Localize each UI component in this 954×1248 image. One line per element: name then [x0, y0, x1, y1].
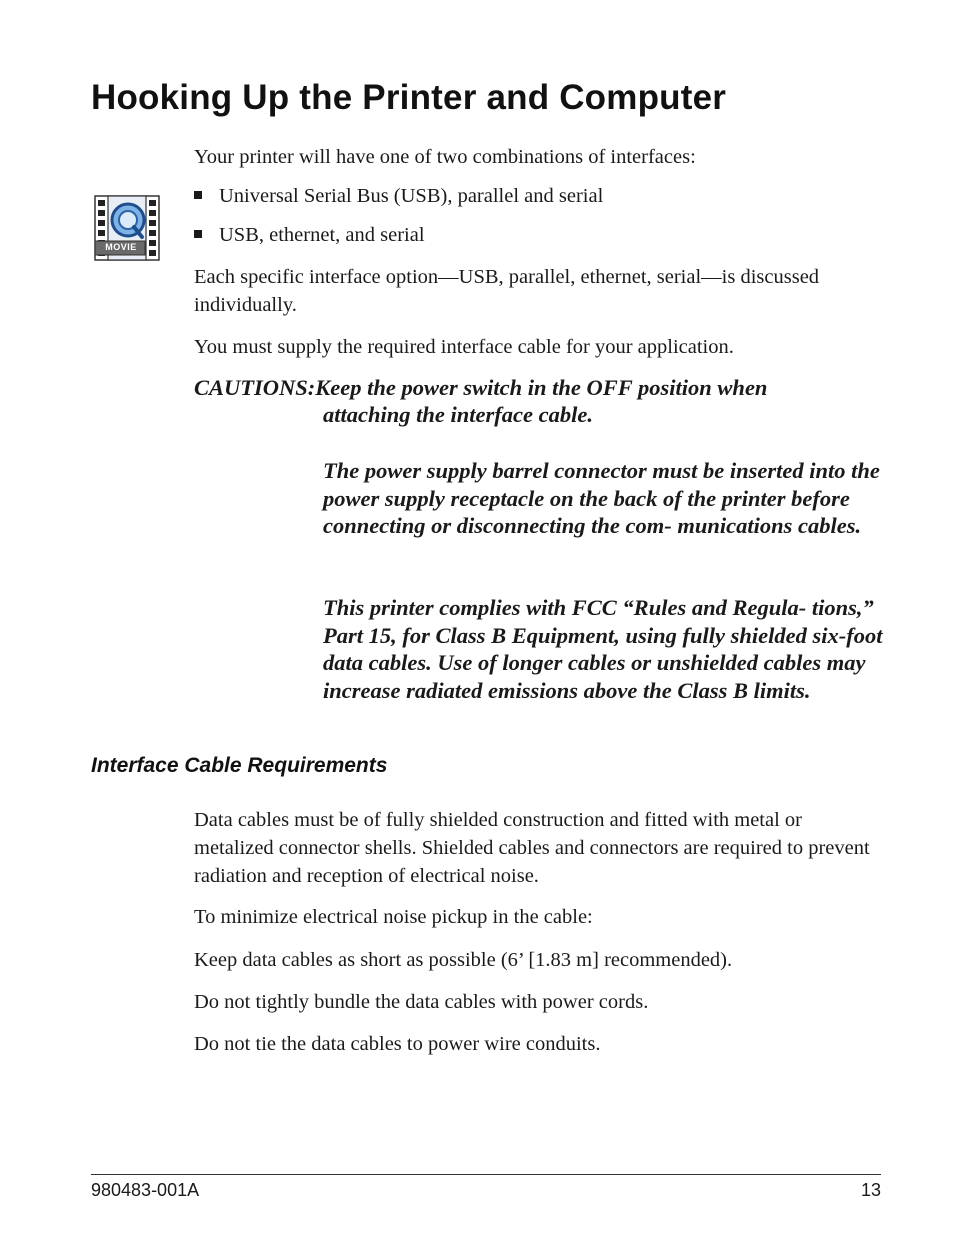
caution-barrel-connector: The power supply barrel connector must be inserted into the power supply receptacle on the back of the printer before connecting or disconnecting the com- munications cables. — [323, 458, 880, 538]
document-number: 980483-001A — [91, 1180, 200, 1200]
intro-text: Your printer will have one of two combinations of interfaces: — [194, 146, 696, 168]
caution-line-1: CAUTIONS:Keep the power switch in the OFF position when — [194, 375, 768, 400]
page-title: Hooking Up the Printer and Computer — [91, 78, 727, 117]
bullet-square-icon — [194, 191, 202, 199]
cautions-label: CAUTIONS: — [194, 375, 316, 400]
tip-item: Do not tightly bundle the data cables with power cords. — [194, 991, 649, 1013]
caution-fcc-compliance: This printer complies with FCC “Rules and Regula- tions,” Part 15, for Class B Equipment, using fully shielded six-foot data cables. Use of longer cables or unshielded cables may increase radiated emissions above the Class B limits. — [323, 595, 883, 703]
list-item: Universal Serial Bus (USB), parallel and serial — [194, 182, 603, 210]
list-item: USB, ethernet, and serial — [194, 221, 425, 249]
tip-item: Do not tie the data cables to power wire conduits. — [194, 1033, 601, 1055]
movie-label: MOVIE — [105, 242, 137, 252]
caution-line-2: attaching the interface cable. — [323, 402, 593, 427]
movie-film-icon[interactable] — [94, 193, 162, 263]
tip-item: Keep data cables as short as possible (6’ [1.83 m] recommended). — [194, 949, 733, 971]
footer-divider — [91, 1174, 881, 1175]
section-heading: Interface Cable Requirements — [91, 754, 388, 777]
page-number: 13 — [860, 1180, 881, 1200]
cable-requirements-paragraph: Data cables must be of fully shielded construction and fitted with metal or metalized connector shells. Shielded cables and connectors are required to prevent radiation and reception of electrical noise. — [194, 809, 870, 887]
noise-intro-text: To minimize electrical noise pickup in the cable: — [194, 906, 593, 928]
supply-paragraph: You must supply the required interface cable for your application. — [194, 336, 734, 358]
bullet-square-icon — [194, 230, 202, 238]
interfaces-paragraph: Each specific interface option—USB, parallel, ethernet, serial—is discussed individually. — [194, 266, 820, 316]
